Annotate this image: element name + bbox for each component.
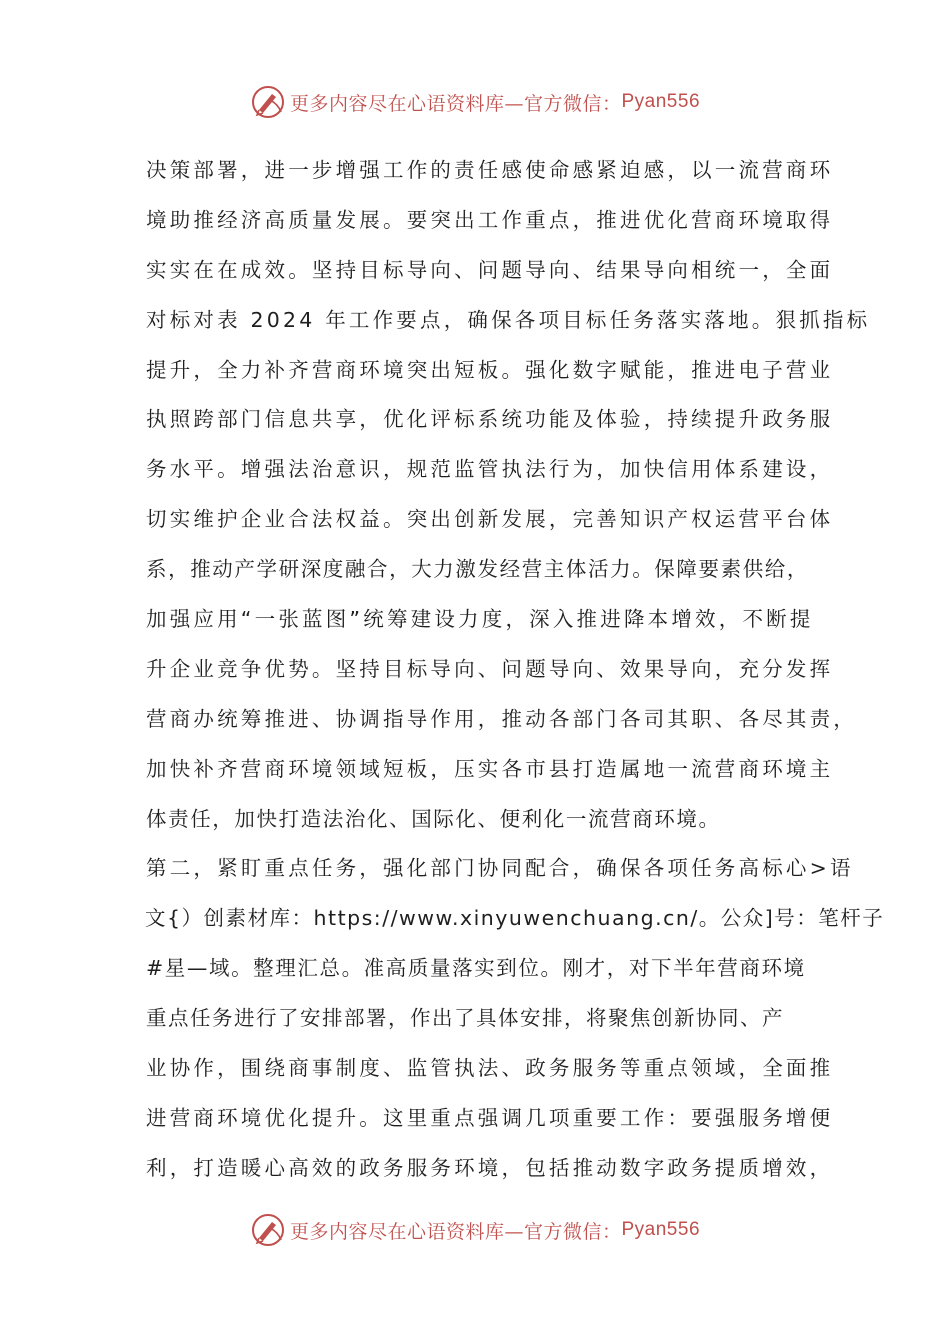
text-line: 决策部署，进一步增强工作的责任感使命感紧迫感，以一流营商环 [146, 158, 834, 182]
text-line: 提升，全力补齐营商环境突出短板。强化数字赋能，推进电子营业 [146, 357, 834, 382]
text-line: 第二，紧盯重点任务，强化部门协同配合，确保各项任务高标心>语 [146, 856, 854, 881]
text-line: 加强应用“一张蓝图”统筹建设力度，深入推进降本增效，不断提 [146, 607, 814, 632]
text-line: 利，打造暖心高效的政务服务环境，包括推动数字政务提质增效， [146, 1155, 834, 1180]
text-line: #星—域。整理汇总。准高质量落实到位。刚才，对下半年营商环境 [146, 956, 806, 981]
header-banner-wechat-id: Pyan556 [621, 91, 701, 112]
text-line: 系，推动产学研深度融合，大力激发经营主体活力。保障要素供给， [146, 557, 809, 582]
text-line: 实实在在成效。坚持目标导向、问题导向、结果导向相统一，全面 [146, 257, 834, 282]
footer-banner-text: 更多内容尽在心语资料库—官方微信： [289, 1220, 622, 1243]
header-banner-text: 更多内容尽在心语资料库—官方微信： [289, 92, 622, 115]
text-line: 体责任，加快打造法治化、国际化、便利化一流营商环境。 [146, 806, 721, 831]
footer-watermark-banner [0, 1210, 950, 1250]
text-line: 重点任务进行了安排部署，作出了具体安排，将聚焦创新协同、产 [146, 1006, 784, 1031]
text-line: 对标对表 2024 年工作要点，确保各项目标任务落实落地。狠抓指标 [146, 307, 871, 332]
text-line: 务水平。增强法治意识，规范监管执法行为，加快信用体系建设， [146, 457, 834, 482]
text-line: 加快补齐营商环境领域短板，压实各市县打造属地一流营商环境主 [146, 756, 834, 781]
text-line: 升企业竞争优势。坚持目标导向、问题导向、效果导向，充分发挥 [146, 656, 834, 681]
text-line: 境助推经济高质量发展。要突出工作重点，推进优化营商环境取得 [146, 207, 834, 232]
text-line: 执照跨部门信息共享，优化评标系统功能及体验，持续提升政务服 [146, 407, 834, 432]
text-line: 文{）创素材库：https://www.xinyuwenchuang.cn/。公众]号：笔杆子 [145, 906, 885, 931]
pen-logo-icon [250, 84, 286, 120]
pen-logo-icon [250, 1212, 286, 1248]
footer-banner-wechat-id: Pyan556 [621, 1219, 701, 1240]
header-watermark-banner [0, 82, 950, 122]
text-line: 切实维护企业合法权益。突出创新发展，完善知识产权运营平台体 [146, 507, 834, 532]
text-line: 业协作，围绕商事制度、监管执法、政务服务等重点领域，全面推 [146, 1056, 834, 1081]
document-body [145, 150, 885, 1198]
text-line: 营商办统筹推进、协调指导作用，推动各部门各司其职、各尽其责， [146, 706, 857, 731]
text-line: 进营商环境优化提升。这里重点强调几项重要工作：要强服务增便 [146, 1105, 834, 1130]
